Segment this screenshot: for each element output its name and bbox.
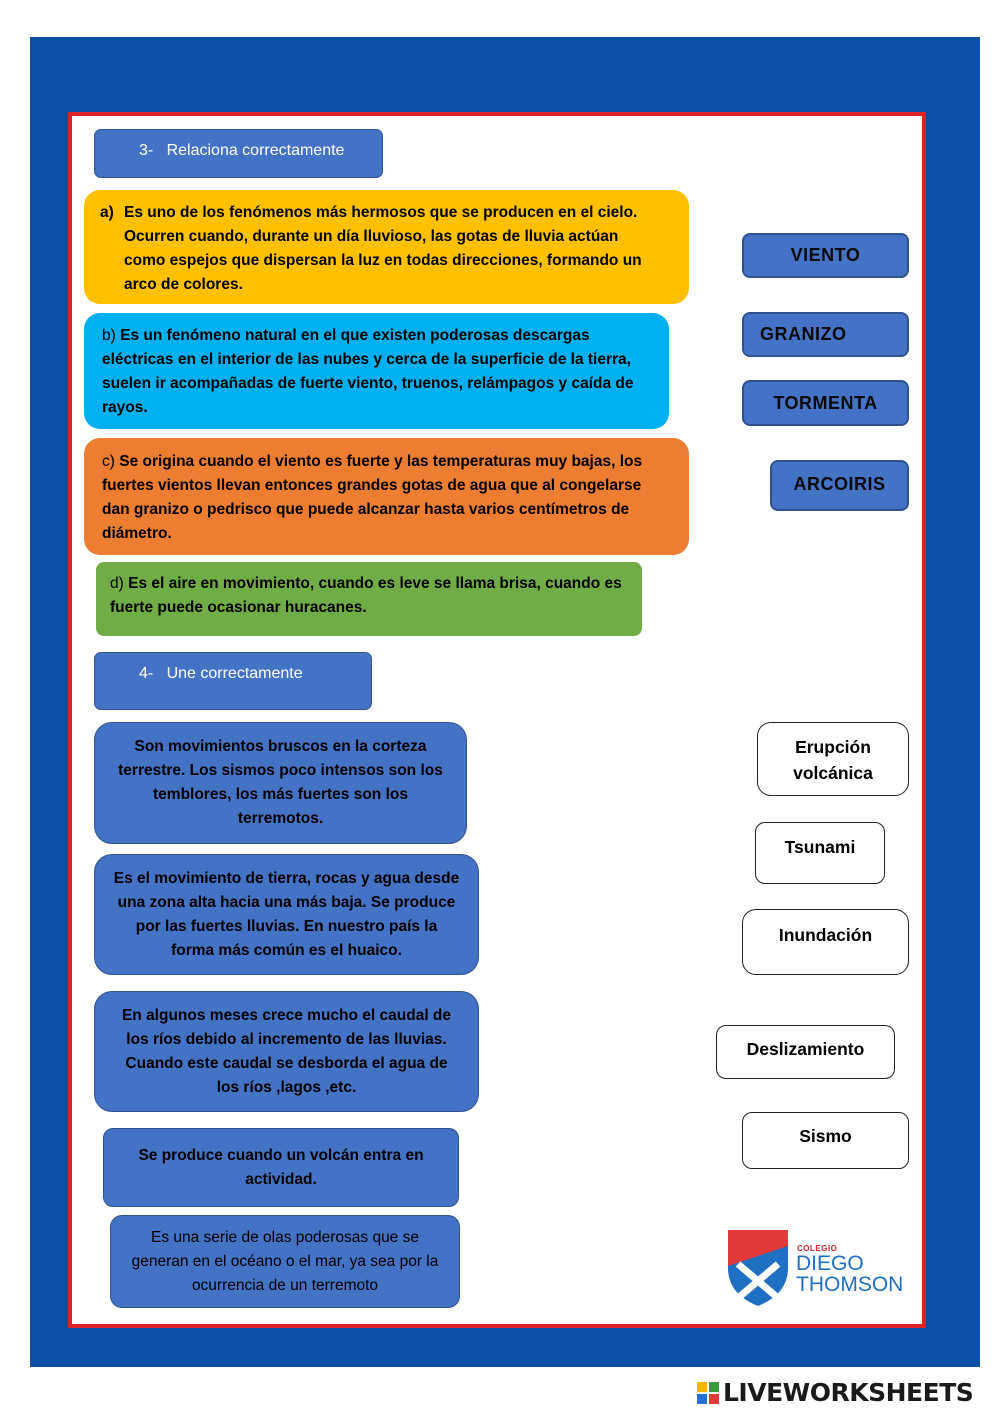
answer-granizo[interactable]: GRANIZO (742, 312, 909, 357)
card-a-rainbow (84, 190, 689, 304)
answer-sismo[interactable]: Sismo (742, 1112, 909, 1169)
answer-arcoiris[interactable]: ARCOIRIS (770, 460, 909, 511)
card-c-hail (84, 438, 689, 555)
card-tsunami: Es una serie de olas poderosas que se generan en el océano o el mar, ya sea por la ocurrencia de un terremoto (110, 1215, 460, 1308)
section3-heading: 3- Relaciona correctamente (94, 129, 383, 178)
card-d-text: Es el aire en movimiento, cuando es leve se llama brisa, cuando es fuerte puede ocasionar huracanes. (110, 575, 622, 616)
answer-tsunami[interactable]: Tsunami (755, 822, 885, 884)
card-c-text: Se origina cuando el viento es fuerte y las temperaturas muy bajas, los fuertes vientos llevan entonces grandes gotas de agua que al congelarse dan granizo o pedrisco que puede alcanzar hasta varios centímetros de diámetro. (102, 453, 643, 542)
card-volcano: Se produce cuando un volcán entra en actividad. (103, 1128, 459, 1207)
answer-viento[interactable]: VIENTO (742, 233, 909, 278)
logo-thomson: THOMSON (796, 1273, 904, 1296)
card-c-label: c) (102, 453, 115, 470)
card-b-storm (84, 313, 669, 429)
liveworksheets-brand (696, 1378, 973, 1407)
answer-tormenta[interactable]: TORMENTA (742, 380, 909, 426)
card-d-label: d) (110, 575, 124, 592)
liveworksheets-logo-icon (696, 1381, 720, 1405)
card-b-text: Es un fenómeno natural en el que existen poderosas descargas eléctricas en el interior de las nubes y cerca de la superficie de la tierra, suelen ir acompañadas de fuerte viento, truenos, relámpagos y caída de rayos. (102, 327, 634, 416)
shield-logo-icon (726, 1228, 790, 1308)
section4-heading: 4- Une correctamente (94, 652, 372, 710)
card-earthquake: Son movimientos bruscos en la corteza terrestre. Los sismos poco intensos son los temblores, los más fuertes son los terremotos. (94, 722, 467, 844)
card-flood: En algunos meses crece mucho el caudal de los ríos debido al incremento de las lluvias. Cuando este caudal se desborda el agua de los ríos ,lagos ,etc. (94, 991, 479, 1112)
liveworksheets-text: LIVEWORKSHEETS (723, 1378, 974, 1407)
school-logo (726, 1228, 911, 1310)
logo-diego: DIEGO (796, 1252, 864, 1275)
card-a-label: a) (100, 204, 114, 221)
answer-erupcion-volcanica[interactable]: Erupción volcánica (757, 722, 909, 796)
answer-inundacion[interactable]: Inundación (742, 909, 909, 975)
logo-colegio: COLEGIO (797, 1244, 838, 1253)
card-b-label: b) (102, 327, 116, 344)
card-a-text: Es uno de los fenómenos más hermosos que se producen en el cielo. Ocurren cuando, durante un día lluvioso, las gotas de lluvia actúan como espejos que dispersan la luz en todas direcciones, formando un arco de colores. (124, 204, 642, 293)
answer-deslizamiento[interactable]: Deslizamiento (716, 1025, 895, 1079)
card-landslide: Es el movimiento de tierra, rocas y agua desde una zona alta hacia una más baja. Se produce por las fuertes lluvias. En nuestro país la forma más común es el huaico. (94, 854, 479, 975)
card-d-wind (96, 562, 642, 636)
